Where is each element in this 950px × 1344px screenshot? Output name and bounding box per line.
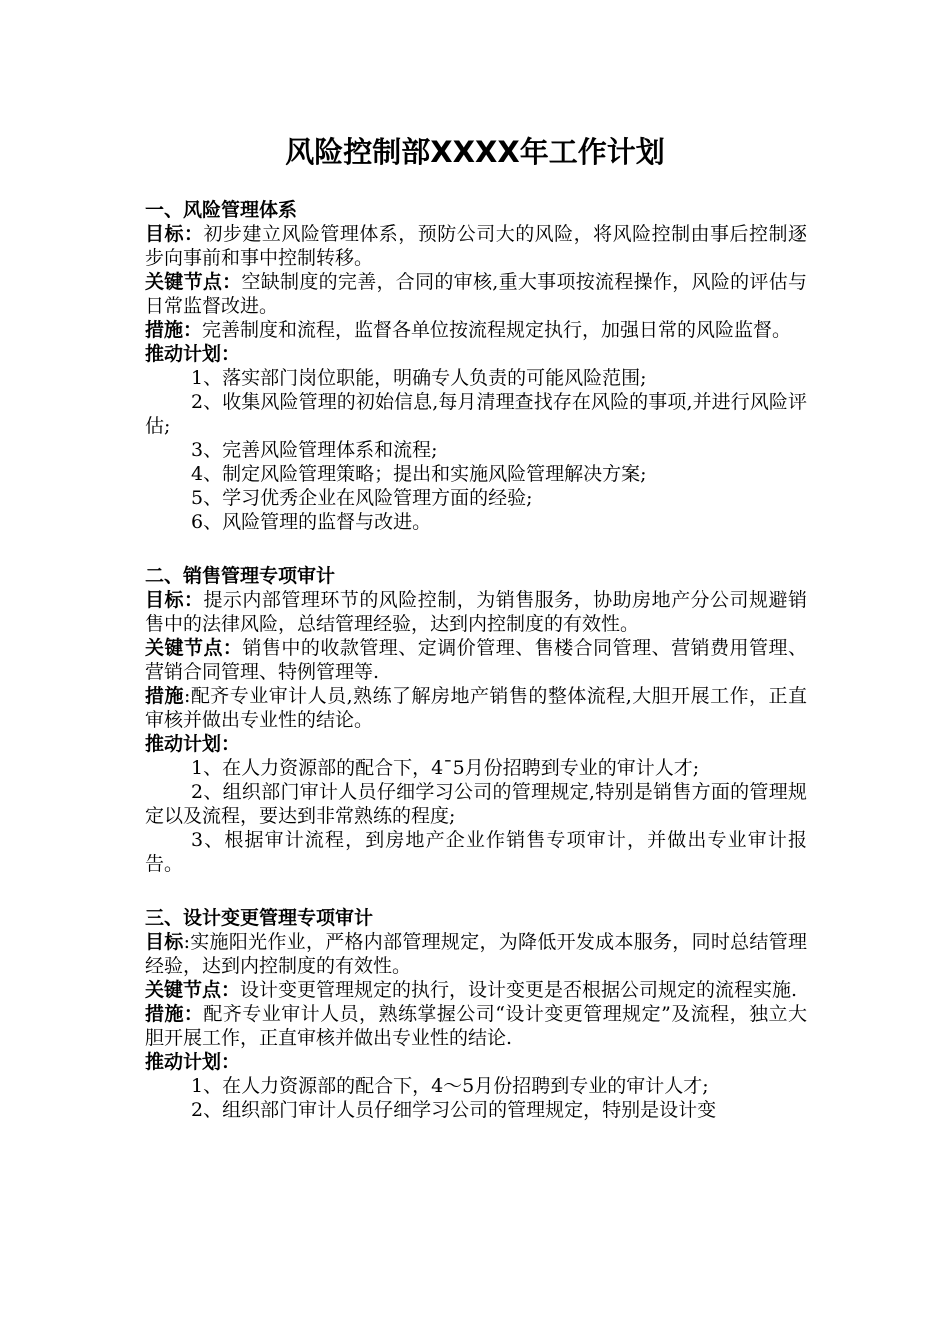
section-heading: 一、风险管理体系 xyxy=(145,199,298,221)
key-node-paragraph xyxy=(145,636,807,684)
key-node-label: 关键节点： xyxy=(145,637,243,659)
measure-text: 完善制度和流程，监督各单位按流程规定执行，加强日常的风险监督。 xyxy=(202,319,792,341)
measure-paragraph xyxy=(145,1002,807,1050)
plan-item: 6、风险管理的监督与改进。 xyxy=(191,511,432,533)
key-node-text: 设计变更管理规定的执行，设计变更是否根据公司规定的流程实施. xyxy=(240,979,798,1001)
plan-heading: 推动计划： xyxy=(145,733,241,755)
section-design-change-audit xyxy=(145,906,807,1122)
measure-text: :配齐专业审计人员,熟练了解房地产销售的整体流程,大胆开展工作，正直审核并做出专业性的结论。 xyxy=(145,685,807,731)
measure-label: 措施 xyxy=(145,685,184,707)
goal-text: :实施阳光作业，严格内部管理规定，为降低开发成本服务，同时总结管理经验，达到内控制度的有效性。 xyxy=(145,931,807,977)
measure-paragraph xyxy=(145,684,807,732)
plan-heading: 推动计划： xyxy=(145,1051,241,1073)
section-risk-management xyxy=(145,198,807,534)
key-node-paragraph xyxy=(145,978,807,1002)
plan-item: 2、组织部门审计人员仔细学习公司的管理规定，特别是设计变 xyxy=(191,1099,717,1121)
plan-item: 1、在人力资源部的配合下，4～5月份招聘到专业的审计人才; xyxy=(191,1075,709,1097)
plan-item: 3、根据审计流程，到房地产企业作销售专项审计，并做出专业审计报告。 xyxy=(145,829,807,875)
plan-item: 1、在人力资源部的配合下，4¯5月份招聘到专业的审计人才; xyxy=(191,757,700,779)
key-node-paragraph xyxy=(145,270,807,318)
measure-label: 措施： xyxy=(145,319,203,341)
goal-label: 目标： xyxy=(145,589,204,611)
plan-heading: 推动计划： xyxy=(145,343,241,365)
goal-paragraph xyxy=(145,588,807,636)
measure-paragraph xyxy=(145,318,807,342)
plan-item: 4、制定风险管理策略；提出和实施风险管理解决方案; xyxy=(191,463,647,485)
plan-item: 2、组织部门审计人员仔细学习公司的管理规定,特别是销售方面的管理规定以及流程，要达到非常熟练的程度; xyxy=(145,781,807,827)
plan-item: 1、落实部门岗位职能，明确专人负责的可能风险范围; xyxy=(191,367,647,389)
document-title: 风险控制部XXXX年工作计划 xyxy=(285,135,665,169)
goal-paragraph xyxy=(145,930,807,978)
plan-item: 5、学习优秀企业在风险管理方面的经验; xyxy=(191,487,533,509)
key-node-text: 空缺制度的完善，合同的审核,重大事项按流程操作，风险的评估与日常监督改进。 xyxy=(145,271,807,317)
goal-label: 目标： xyxy=(145,223,204,245)
goal-paragraph xyxy=(145,222,807,270)
measure-label: 措施： xyxy=(145,1003,204,1025)
document-body xyxy=(145,198,807,1152)
key-node-label: 关键节点： xyxy=(145,271,242,293)
goal-label: 目标 xyxy=(145,931,184,953)
goal-text: 提示内部管理环节的风险控制，为销售服务，协助房地产分公司规避销售中的法律风险，总结管理经验，达到内控制度的有效性。 xyxy=(145,589,807,635)
key-node-label: 关键节点： xyxy=(145,979,241,1001)
section-heading: 二、销售管理专项审计 xyxy=(145,565,336,587)
measure-text: 配齐专业审计人员，熟练掌握公司“设计变更管理规定”及流程，独立大胆开展工作，正直审核并做出专业性的结论. xyxy=(145,1003,807,1049)
plan-item: 2、收集风险管理的初始信息,每月清理查找存在风险的事项,并进行风险评估; xyxy=(145,391,807,437)
goal-text: 初步建立风险管理体系，预防公司大的风险，将风险控制由事后控制逐步向事前和事中控制转移。 xyxy=(145,223,807,269)
plan-item: 3、完善风险管理体系和流程; xyxy=(191,439,438,461)
section-sales-audit xyxy=(145,564,807,876)
section-heading: 三、设计变更管理专项审计 xyxy=(145,907,374,929)
key-node-text: 销售中的收款管理、定调价管理、售楼合同管理、营销费用管理、营销合同管理、特例管理等. xyxy=(145,637,807,683)
